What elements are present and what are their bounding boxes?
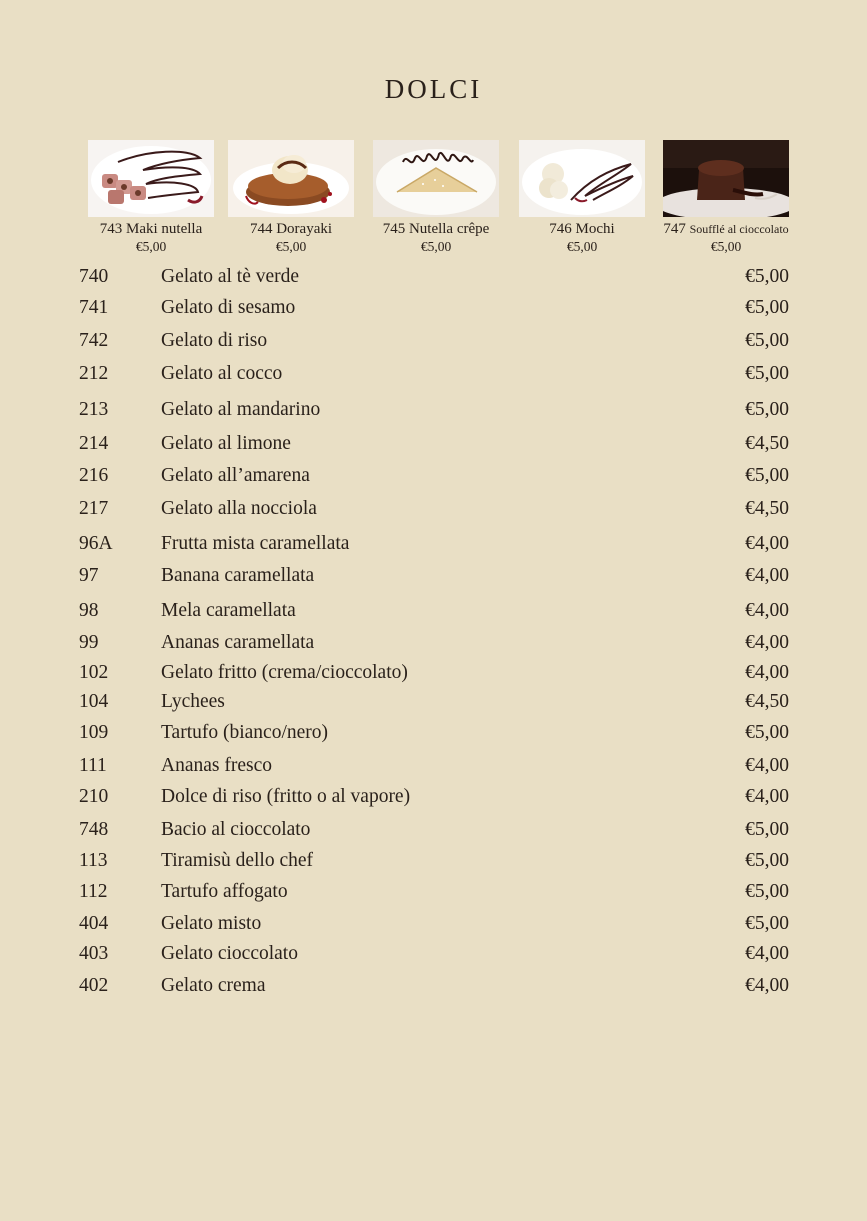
item-name: Mela caramellata xyxy=(161,600,296,621)
item-price: €5,00 xyxy=(745,297,789,318)
item-code: 214 xyxy=(79,433,109,454)
item-name: Frutta mista caramellata xyxy=(161,533,350,554)
item-price: €4,00 xyxy=(745,786,789,807)
dorayaki-photo xyxy=(228,140,354,217)
featured-item-mochi xyxy=(509,140,655,255)
item-code: 96A xyxy=(79,533,113,554)
list-item xyxy=(79,879,789,905)
item-price: €4,00 xyxy=(745,975,789,996)
item-code: 210 xyxy=(79,786,109,807)
featured-item-price: €5,00 xyxy=(135,239,167,254)
item-name: Tartufo (bianco/nero) xyxy=(161,722,329,743)
list-item xyxy=(79,660,789,686)
list-item xyxy=(79,264,789,290)
list-item xyxy=(79,753,789,779)
item-name: Gelato al cocco xyxy=(161,363,283,384)
item-price: €4,00 xyxy=(745,533,789,554)
list-item xyxy=(79,630,789,656)
item-code: 216 xyxy=(79,465,109,486)
mochi-photo xyxy=(519,140,645,217)
item-price: €5,00 xyxy=(745,881,789,902)
item-code: 102 xyxy=(79,662,109,683)
page-title: DOLCI xyxy=(384,74,483,104)
item-name: Ananas caramellata xyxy=(161,632,315,653)
item-name: Gelato di sesamo xyxy=(161,297,296,318)
item-name: Bacio al cioccolato xyxy=(161,819,311,840)
featured-item-label: 746 Mochi xyxy=(549,221,615,237)
featured-item-price: €5,00 xyxy=(710,239,742,254)
item-name: Gelato all’amarena xyxy=(161,465,310,486)
maki-nutella-photo xyxy=(88,140,214,217)
featured-item-price: €5,00 xyxy=(566,239,598,254)
item-name: Gelato alla nocciola xyxy=(161,498,317,519)
featured-item-label: 747 Soufflé al cioccolato xyxy=(663,221,789,237)
list-item xyxy=(79,496,789,522)
souffle-photo xyxy=(663,140,789,217)
item-name: Tiramisù dello chef xyxy=(161,850,314,871)
featured-item-label: 743 Maki nutella xyxy=(99,221,203,237)
featured-item-maki-nutella xyxy=(78,140,224,255)
nutella-crepe-photo xyxy=(373,140,499,217)
item-price: €5,00 xyxy=(745,465,789,486)
item-code: 109 xyxy=(79,722,109,743)
item-name: Gelato misto xyxy=(161,913,262,934)
item-name: Gelato al tè verde xyxy=(161,266,300,287)
item-name: Gelato fritto (crema/cioccolato) xyxy=(161,662,408,683)
item-code: 217 xyxy=(79,498,109,519)
item-price: €4,50 xyxy=(745,691,789,712)
item-name: Dolce di riso (fritto o al vapore) xyxy=(161,786,411,807)
item-code: 212 xyxy=(79,363,109,384)
item-code: 111 xyxy=(79,755,107,776)
featured-item-price: €5,00 xyxy=(420,239,452,254)
item-name: Gelato al limone xyxy=(161,433,291,454)
item-name: Gelato di riso xyxy=(161,330,268,351)
item-name: Gelato al mandarino xyxy=(161,399,321,420)
item-price: €5,00 xyxy=(745,363,789,384)
item-code: 402 xyxy=(79,975,109,996)
item-name: Ananas fresco xyxy=(161,755,272,776)
featured-item-nutella-crepe xyxy=(363,140,509,255)
list-item xyxy=(79,817,789,843)
item-code: 98 xyxy=(79,600,99,621)
item-code: 403 xyxy=(79,943,109,964)
list-item xyxy=(79,941,789,967)
list-item xyxy=(79,563,789,589)
featured-item-label: 745 Nutella crêpe xyxy=(382,221,490,237)
item-price: €5,00 xyxy=(745,399,789,420)
list-item xyxy=(79,397,789,423)
item-price: €4,00 xyxy=(745,943,789,964)
item-price: €5,00 xyxy=(745,330,789,351)
featured-item-label: 744 Dorayaki xyxy=(249,221,333,237)
item-name: Gelato crema xyxy=(161,975,266,996)
item-code: 104 xyxy=(79,691,109,712)
featured-item-souffle xyxy=(653,140,799,255)
item-name: Banana caramellata xyxy=(161,565,315,586)
list-item xyxy=(79,720,789,746)
list-item xyxy=(79,848,789,874)
item-price: €4,50 xyxy=(745,433,789,454)
item-code: 740 xyxy=(79,266,109,287)
list-item xyxy=(79,689,789,715)
list-item xyxy=(79,911,789,937)
item-price: €4,00 xyxy=(745,565,789,586)
list-item xyxy=(79,973,789,999)
featured-item-price: €5,00 xyxy=(275,239,307,254)
item-name: Lychees xyxy=(161,691,225,712)
item-price: €4,50 xyxy=(745,498,789,519)
item-name: Tartufo affogato xyxy=(161,881,288,902)
featured-item-dorayaki xyxy=(218,140,364,255)
item-price: €4,00 xyxy=(745,632,789,653)
item-price: €5,00 xyxy=(745,722,789,743)
list-item xyxy=(79,531,789,557)
item-code: 97 xyxy=(79,565,99,586)
item-code: 113 xyxy=(79,850,108,871)
item-code: 404 xyxy=(79,913,109,934)
item-name: Gelato cioccolato xyxy=(161,943,298,964)
item-code: 99 xyxy=(79,632,99,653)
list-item xyxy=(79,431,789,457)
item-price: €4,00 xyxy=(745,600,789,621)
list-item xyxy=(79,328,789,354)
list-item xyxy=(79,295,789,321)
item-price: €5,00 xyxy=(745,913,789,934)
list-item xyxy=(79,784,789,810)
list-item xyxy=(79,598,789,624)
featured-desserts xyxy=(78,140,790,260)
item-code: 748 xyxy=(79,819,109,840)
list-item xyxy=(79,463,789,489)
item-code: 213 xyxy=(79,399,109,420)
item-price: €5,00 xyxy=(745,266,789,287)
item-code: 741 xyxy=(79,297,109,318)
item-code: 742 xyxy=(79,330,109,351)
item-price: €5,00 xyxy=(745,819,789,840)
list-item xyxy=(79,361,789,387)
item-code: 112 xyxy=(79,881,108,902)
item-price: €4,00 xyxy=(745,662,789,683)
item-price: €4,00 xyxy=(745,755,789,776)
item-price: €5,00 xyxy=(745,850,789,871)
